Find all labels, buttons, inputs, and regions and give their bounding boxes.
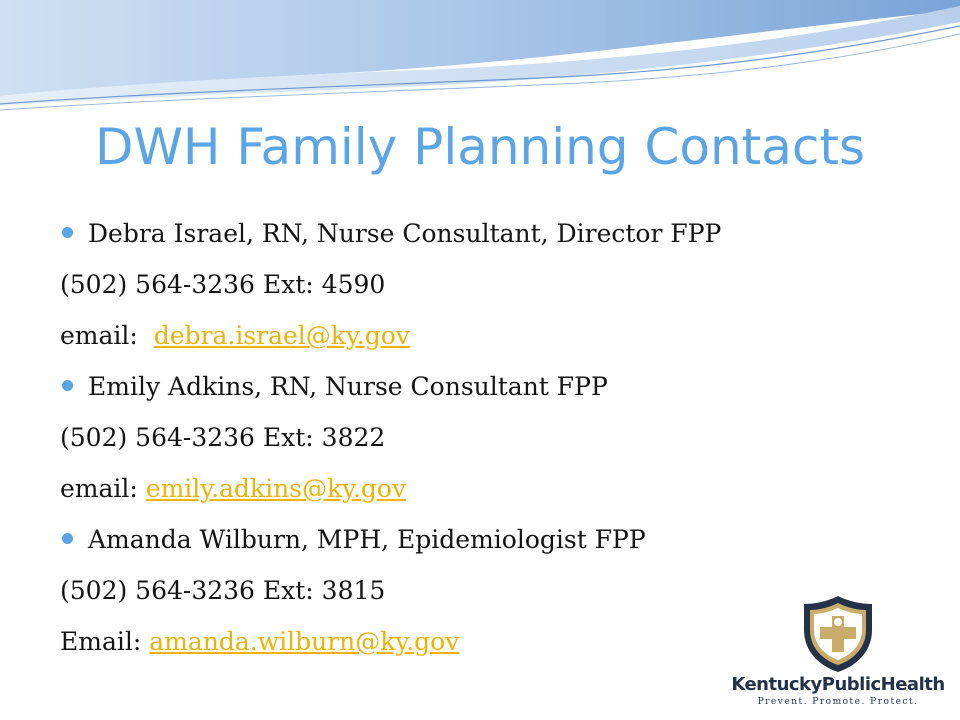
email-link[interactable]: emily.adkins@ky.gov (145, 474, 407, 503)
slide-title: DWH Family Planning Contacts (94, 118, 866, 176)
contact-1-phone: (502) 564-3236 Ext: 4590 (60, 270, 386, 299)
kentucky-public-health-logo (728, 594, 948, 714)
contact-3-phone: (502) 564-3236 Ext: 3815 (60, 576, 386, 605)
shield-cross-icon (802, 594, 874, 674)
bullet-icon (62, 533, 73, 544)
contact-name-text: Amanda Wilburn, MPH, Epidemiologist FPP (88, 525, 646, 554)
logo-name-text: KentuckyPublicHealth (731, 674, 945, 695)
email-label: Email: (60, 627, 150, 656)
email-label: email: (60, 474, 146, 503)
contact-1-name (60, 208, 920, 259)
contact-name-text: Emily Adkins, RN, Nurse Consultant FPP (88, 372, 608, 401)
contact-2-phone: (502) 564-3236 Ext: 3822 (60, 423, 386, 452)
email-link[interactable]: debra.israel@ky.gov (153, 321, 410, 350)
email-label: email: (60, 321, 154, 350)
bullet-icon (62, 227, 73, 238)
email-link[interactable]: amanda.wilburn@ky.gov (149, 627, 460, 656)
contact-3-name (60, 514, 920, 565)
contact-2-name (60, 361, 920, 412)
contact-2-email (60, 463, 920, 514)
contact-name-text: Debra Israel, RN, Nurse Consultant, Director FPP (88, 219, 722, 248)
bullet-icon (62, 380, 73, 391)
contact-1-email (60, 310, 920, 361)
header-swoosh-decoration (0, 0, 960, 130)
logo-tagline-text: Prevent. Promote. Protect. (757, 697, 919, 707)
